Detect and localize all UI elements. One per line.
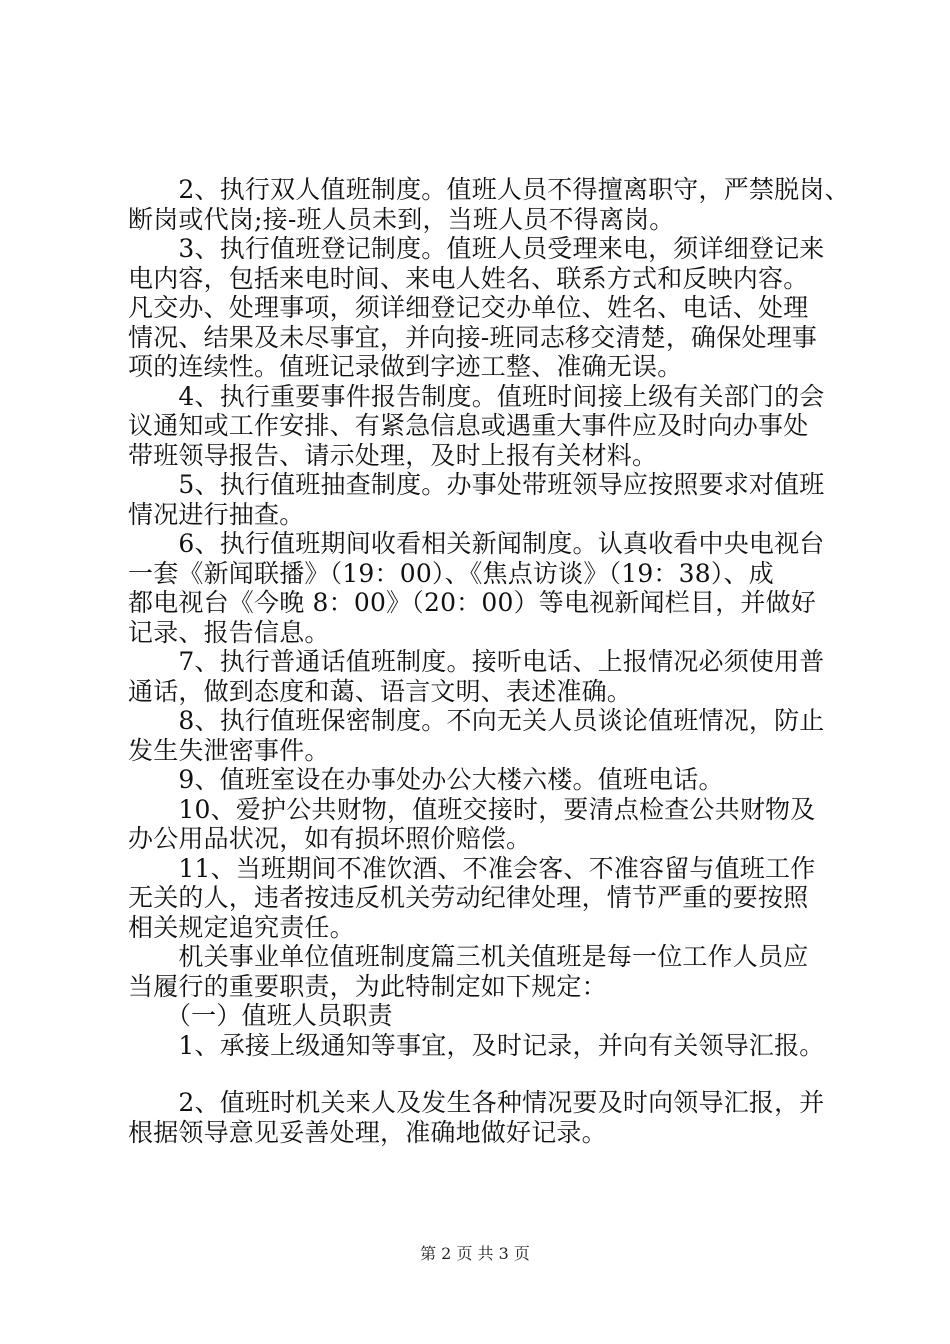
- text-line: 相关规定追究责任。: [128, 912, 355, 942]
- text-line: 6、执行值班期间收看相关新闻制度。认真收看中央电视台: [128, 529, 825, 558]
- text-line: 议通知或工作安排、有紧急信息或遇重大事件应及时向办事处: [128, 411, 809, 440]
- text-line: 9、值班室设在办事处办公大楼六楼。值班电话。: [128, 765, 724, 794]
- text-line: 8、执行值班保密制度。不向无关人员谈论值班情况，防止: [128, 706, 825, 735]
- text-line: 当履行的重要职责，为此特制定如下规定：: [128, 971, 607, 1001]
- text-line: 5、执行值班抽查制度。办事处带班领导应按照要求对值班: [128, 470, 825, 499]
- text-line: 1、承接上级通知等事宜，及时记录，并向有关领导汇报。: [128, 1030, 825, 1060]
- text-line: 情况、结果及未尽事宜，并向接-班同志移交清楚，确保处理事: [128, 322, 818, 352]
- text-line: 2、执行双人值班制度。值班人员不得擅离职守，严禁脱岗、: [128, 175, 850, 204]
- text-line: 4、执行重要事件报告制度。值班时间接上级有关部门的会: [128, 381, 825, 411]
- text-line: 通话，做到态度和蔼、语言文明、表述准确。: [128, 676, 633, 706]
- text-line: 7、执行普通话值班制度。接听电话、上报情况必须使用普: [128, 647, 825, 676]
- text-line: 11、当班期间不准饮酒、不准会客、不准容留与值班工作: [128, 853, 816, 883]
- text-line: 凡交办、处理事项，须详细登记交办单位、姓名、电话、处理: [128, 293, 809, 322]
- text-line: 断岗或代岗;接-班人员未到，当班人员不得离岗。: [128, 204, 675, 234]
- text-line: 带班领导报告、请示处理，及时上报有关材料。: [128, 440, 658, 470]
- text-line: 2、值班时机关来人及发生各种情况要及时向领导汇报，并: [128, 1088, 825, 1117]
- text-line: 10、爱护公共财物，值班交接时，要清点检查公共财物及: [128, 794, 816, 824]
- document-body: [128, 175, 850, 1147]
- text-line: 办公用品状况，如有损坏照价赔偿。: [128, 824, 532, 853]
- text-line: 记录、报告信息。: [128, 617, 330, 647]
- paragraph-gap: [128, 1060, 828, 1088]
- text-line: 根据领导意见妥善处理，准确地做好记录。: [128, 1117, 607, 1147]
- text-line: 无关的人，违者按违反机关劳动纪律处理，情节严重的要按照: [128, 883, 809, 912]
- text-line: 3、执行值班登记制度。值班人员受理来电，须详细登记来: [128, 234, 825, 263]
- page-number-label: 第 2 页 共 3 页: [420, 1244, 530, 1263]
- text-line: 都电视台《今晚 8：00》（20：00）等电视新闻栏目，并做好: [128, 588, 816, 617]
- text-line: （一）值班人员职责: [128, 1001, 393, 1030]
- text-line: 电内容，包括来电时间、来电人姓名、联系方式和反映内容。: [128, 263, 809, 293]
- text-line: 发生失泄密事件。: [128, 735, 330, 765]
- text-line: 情况进行抽查。: [128, 499, 305, 529]
- text-line: 一套《新闻联播》（19：00）、《焦点访谈》（19：38）、成: [128, 558, 774, 588]
- text-line: 项的连续性。值班记录做到字迹工整、准确无误。: [128, 352, 683, 381]
- text-line: 机关事业单位值班制度篇三机关值班是每一位工作人员应: [128, 942, 809, 971]
- page-footer: [0, 1241, 950, 1264]
